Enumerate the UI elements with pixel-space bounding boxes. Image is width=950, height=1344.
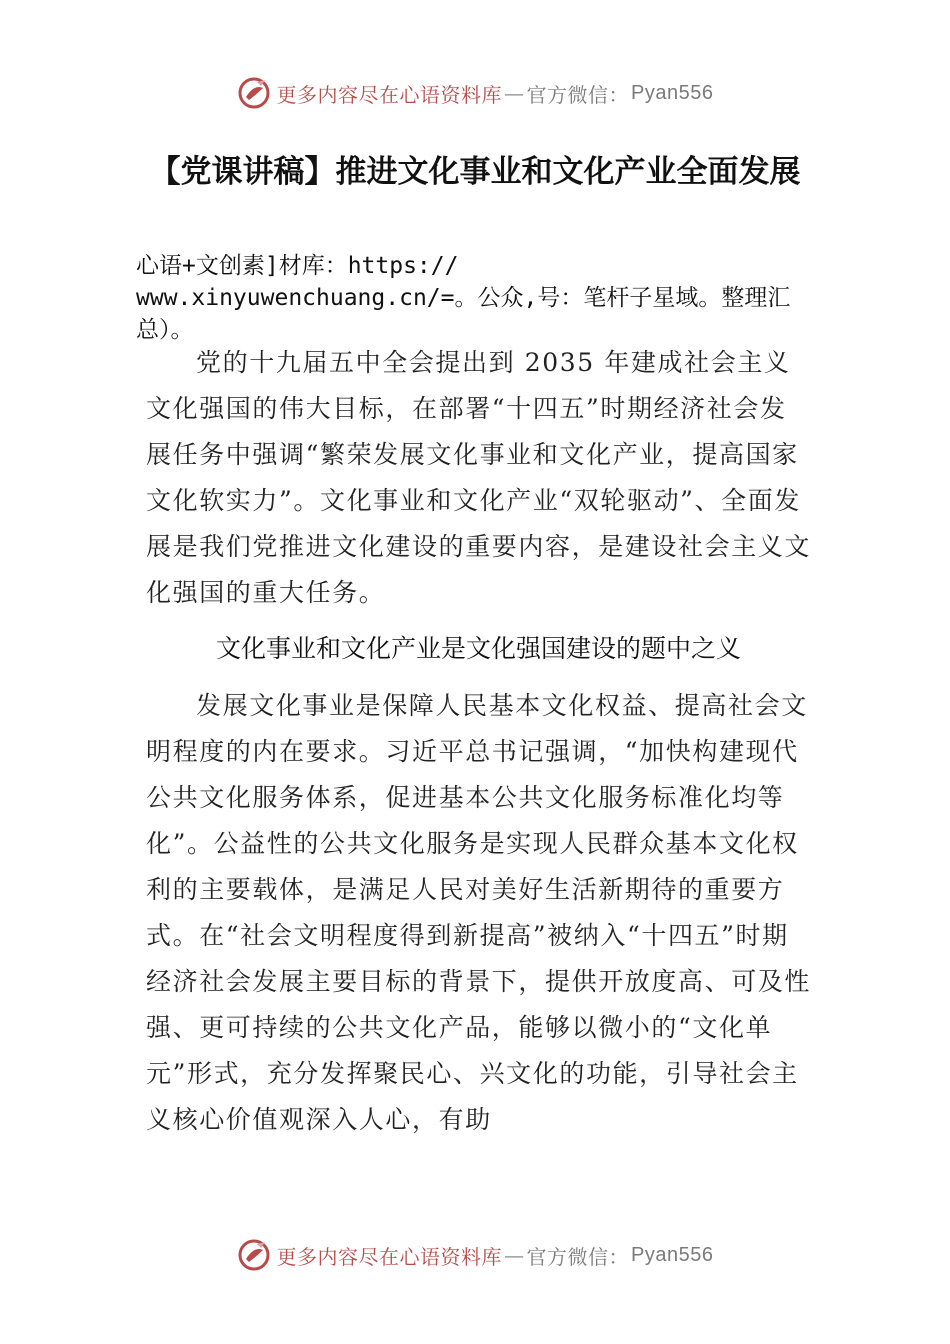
footer-banner xyxy=(0,1238,950,1272)
header-banner xyxy=(0,76,950,110)
library-logo-icon xyxy=(237,76,271,110)
paragraph-intro: 党的十九届五中全会提出到 2035 年建成社会主义文化强国的伟大目标，在部署“十四五”时期经济社会发展任务中强调“繁荣发展文化事业和文化产业，提高国家文化软实力”。文化事业和文化产业“双轮驱动”、全面发展是我们党推进文化建设的重要内容，是建设社会主义文化强国的重大任务。 xyxy=(146,348,812,607)
banner-dash: — xyxy=(504,81,525,105)
banner-text: 更多内容尽在心语资料库 xyxy=(276,82,503,107)
section-heading: 文化事业和文化产业是文化强国建设的题中之义 xyxy=(215,634,741,663)
banner-wechat-id: Pyan556 xyxy=(631,81,714,104)
banner-dash: — xyxy=(504,1243,525,1267)
paragraph-body: 发展文化事业是保障人民基本文化权益、提高社会文明程度的内在要求。习近平总书记强调，“加快构建现代公共文化服务体系，促进基本公共文化服务标准化均等化”。公益性的公共文化服务是实现人民群众基本文化权利的主要载体，是满足人民对美好生活新期待的重要方式。在“社会文明程度得到新提高”被纳入“十四五”时期经济社会发展主要目标的背景下，提供开放度高、可及性强、更可持续的公共文化产品，能够以微小的“文化单元”形式，充分发挥聚民心、兴文化的功能，引导社会主义核心价值观深入人心，有助 xyxy=(146,691,812,1134)
library-logo-icon xyxy=(237,1238,271,1272)
banner-wechat-label: 官方微信： xyxy=(526,82,630,107)
document-title: 【党课讲稿】推进文化事业和文化产业全面发展 xyxy=(149,154,801,190)
banner-text: 更多内容尽在心语资料库 xyxy=(276,1244,503,1269)
source-note: 心语+文创素]材库：https:// www.xinyuwenchuang.cn/=。公众,号：笔杆子星域。整理汇总）。 xyxy=(136,253,791,343)
banner-wechat-label: 官方微信： xyxy=(526,1244,630,1269)
banner-wechat-id: Pyan556 xyxy=(631,1243,714,1266)
